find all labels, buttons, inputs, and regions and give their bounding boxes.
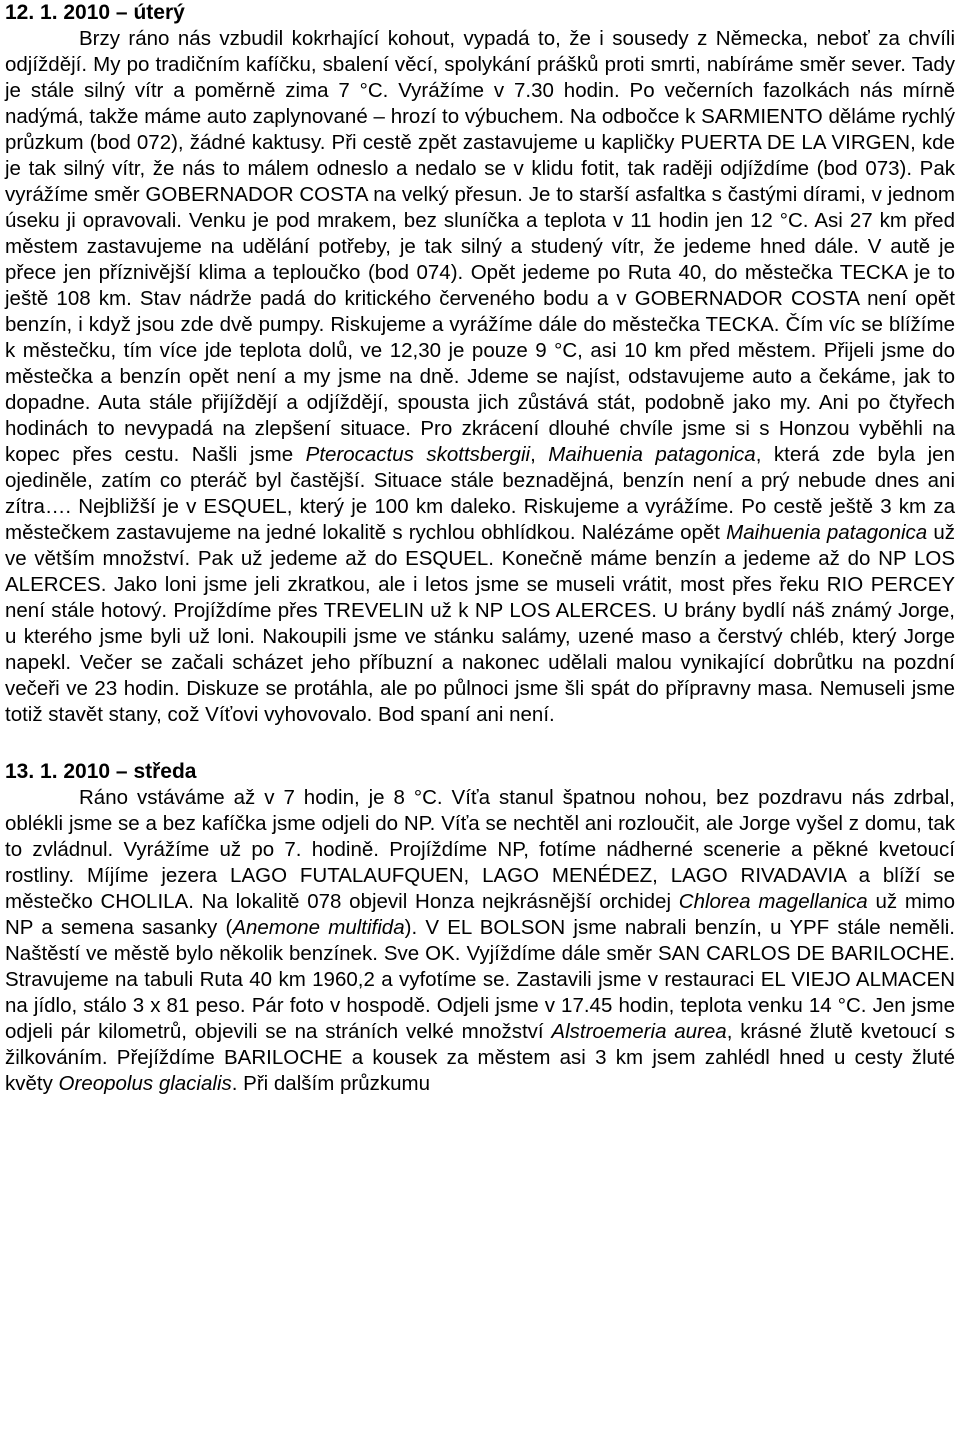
species-name: Anemone multifida: [232, 916, 405, 939]
species-name: Maihuenia patagonica: [726, 521, 928, 544]
species-name: Maihuenia patagonica: [548, 443, 756, 466]
entry-heading-13-1-2010: 13. 1. 2010 – středa: [5, 760, 197, 783]
species-name: Oreopolus glacialis: [58, 1072, 232, 1095]
body-text: Ráno vstáváme až v 7 hodin, je 8 °C. Víťa stanul špatnou nohou, bez pozdravu nás zdrbal, oblékli jsme se a bez kafíčka jsme odjeli do NP. Víťa se nechtěl ani rozloučit, ale Jorge vyšel z domu, tak to zvládnul. Vyrážíme už po 7. hodině. Projíždíme NP, fotíme nádherné scenerie a pěkné kvetoucí rostliny. Míjíme jezera LAGO FUTALAUFQUEN, LAGO MENÉDEZ, LAGO RIVADAVIA a blíží se městečko CHOLILA. Na lokalitě 078 objevil Honza nejkrásnější orchidej: [5, 786, 955, 913]
document-page: [5, 0, 955, 1097]
body-text: Brzy ráno nás vzbudil kokrhající kohout, vypadá to, že i sousedy z Německa, neboť za chvíli odjíždějí. My po tradičním kafíčku, sbalení věcí, spolykání prášků proti smrti, nabíráme směr sever. Tady je stále silný vítr a poměrně zima 7 °C. Vyrážíme v 7.30 hodin. Po večerních fazolkách nás mírně nadýmá, takže máme auto zaplynované – hrozí to výbuchem. Na odbočce k SARMIENTO děláme rychlý průzkum (bod 072), žádné kaktusy. Při cestě zpět zastavujeme u kapličky PUERTA DE LA VIRGEN, kde je tak silný vítr, že nás to málem odneslo a nedalo se v klidu fotit, tak raději odjíždíme (bod 073). Pak vyrážíme směr GOBERNADOR COSTA na velký přesun. Je to starší asfaltka s častými dírami, v jednom úseku ji opravovali. Venku je pod mrakem, bez sluníčka a teplota v 11 hodin jen 12 °C. Asi 27 km před městem zastavujeme na udělání potřeby, je tak silný a studený vítr, že jedeme hned dále. V autě je přece jen příznivější klima a teploučko (bod 074). Opět jedeme po Ruta 40, do městečka TECKA je to ještě 108 km. Stav nádrže padá do kritického červeného bodu a v GOBERNADOR COSTA není opět benzín, i když jsou zde dvě pumpy. Riskujeme a vyrážíme dále do městečka TECKA. Čím víc se blížíme k městečku, tím více jde teplota dolů, ve 12,30 je pouze 9 °C, asi 10 km před městem. Přijeli jsme do městečka a benzín opět není a my jsme na dně. Jdeme se najíst, odstavujeme auto a čekáme, jak to dopadne. Auta stále přijíždějí a odjíždějí, spousta jich zůstává stát, podobně jako my. Ani po čtyřech hodinách to nevypadá na zlepšení situace. Pro zkrácení dlouhé chvíle jsme si s Honzou vyběhli na kopec přes cestu. Našli jsme: [5, 27, 955, 466]
entry-body-13-1-2010: [5, 785, 955, 1097]
body-text: už ve větším množství. Pak už jedeme až do ESQUEL. Konečně máme benzín a jedeme až do NP LOS ALERCES. Jako loni jsme jeli zkratkou, ale i letos jsme se museli vrátit, most přes řeku RIO PERCEY není stále hotový. Projíždíme přes TREVELIN už k NP LOS ALERCES. U brány bydlí náš známý Jorge, u kterého jsme byli už loni. Nakoupili jsme ve stánku salámy, uzené maso a čerstvý chléb, který Jorge napekl. Večer se začali scházet jeho příbuzní a nakonec udělali malou vynikající dobrůtku na pozdní večeři ve 23 hodin. Diskuze se protáhla, ale po půlnoci jsme šli spát do přípravny masa. Nemuseli jsme totiž stavět stany, což Víťovi vyhovovalo. Bod spaní ani není.: [5, 521, 955, 726]
species-name: Alstroemeria aurea: [551, 1020, 727, 1043]
section-gap: [5, 728, 955, 759]
entry-heading-12-1-2010: 12. 1. 2010 – úterý: [5, 1, 185, 24]
body-text: ,: [530, 443, 549, 466]
body-text: , krásné žlutě kvetoucí s žilkováním. Přejíždíme BARILOCHE a kousek za městem asi 3 km jsem zahlédl hned u cesty žluté květy: [5, 1020, 955, 1095]
body-text: už mimo NP a semena sasanky (: [5, 890, 955, 939]
entry-body-12-1-2010: [5, 26, 955, 728]
body-text: . Při dalším průzkumu: [231, 1072, 430, 1095]
species-name: Chlorea magellanica: [678, 890, 868, 913]
body-text: , která zde byla jen ojediněle, zatím co pteráč byl častější. Situace stále beznadějná, benzín není a prý nebude dnes ani zítra…. Nejbližší je v ESQUEL, který je 100 km daleko. Riskujeme a vyrážíme. Po cestě ještě 3 km za městečkem zastavujeme na jedné lokalitě s rychlou obhlídkou. Nalézáme opět: [5, 443, 955, 544]
species-name: Pterocactus skottsbergii: [305, 443, 531, 466]
body-text: ). V EL BOLSON jsme nabrali benzín, u YPF stále neměli. Naštěstí ve městě bylo několik benzínek. Sve OK. Vyjíždíme dále směr SAN CARLOS DE BARILOCHE. Stravujeme na tabuli Ruta 40 km 1960,2 a vyfotíme se. Zastavili jsme v restauraci EL VIEJO ALMACEN na jídlo, stálo 3 x 81 peso. Pár foto v hospodě. Odjeli jsme v 17.45 hodin, teplota venku 14 °C. Jen jsme odjeli pár kilometrů, objevili se na stráních velké množství: [5, 916, 956, 1043]
